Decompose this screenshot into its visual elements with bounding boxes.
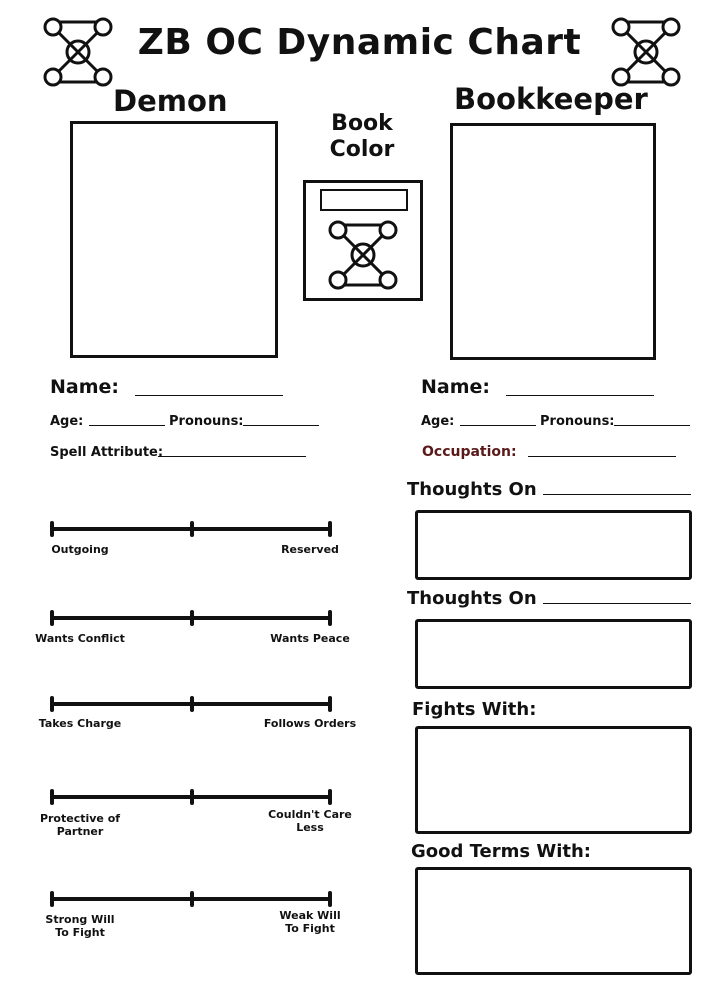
bookkeeper-name-field[interactable]	[506, 395, 654, 396]
bookkeeper-age-field[interactable]	[460, 425, 536, 426]
demon-name-field[interactable]	[135, 395, 283, 396]
slider-tick-middle[interactable]	[190, 696, 194, 712]
thoughts-on-heading-2: Thoughts On	[407, 588, 537, 609]
slider-tick-right[interactable]	[328, 521, 332, 537]
fights-with-heading: Fights With:	[412, 699, 537, 720]
thoughts-on-heading-1: Thoughts On	[407, 479, 537, 500]
bookkeeper-occupation-label: Occupation:	[422, 444, 517, 460]
thoughts-on-target-field-2[interactable]	[543, 603, 691, 604]
slider-left-label: Strong Will To Fight	[45, 913, 115, 939]
slider-tick-left[interactable]	[50, 891, 54, 907]
book-title-plate	[320, 189, 408, 211]
bookkeeper-portrait-box[interactable]	[450, 123, 656, 360]
demon-portrait-box[interactable]	[70, 121, 278, 358]
good-terms-with-box[interactable]	[415, 867, 692, 975]
slider-left-label: Takes Charge	[38, 717, 122, 730]
bookkeeper-pronouns-label: Pronouns:	[540, 414, 615, 429]
slider-tick-right[interactable]	[328, 610, 332, 626]
emblem-icon-right	[616, 22, 678, 84]
slider-tick-right[interactable]	[328, 789, 332, 805]
slider-tick-middle[interactable]	[190, 789, 194, 805]
slider-left-label: Protective of Partner	[39, 812, 121, 838]
demon-heading: Demon	[113, 84, 228, 118]
slider-left-label: Outgoing	[51, 543, 109, 556]
fights-with-box[interactable]	[415, 726, 692, 834]
slider-tick-middle[interactable]	[190, 891, 194, 907]
slider-tick-middle[interactable]	[190, 610, 194, 626]
slider-right-label: Follows Orders	[263, 717, 357, 730]
thoughts-on-box-1[interactable]	[415, 510, 692, 580]
book-color-swatch[interactable]	[303, 180, 423, 301]
page-title: ZB OC Dynamic Chart	[137, 22, 582, 63]
demon-name-label: Name:	[50, 376, 120, 398]
slider-tick-left[interactable]	[50, 789, 54, 805]
slider-tick-middle[interactable]	[190, 521, 194, 537]
slider-left-label: Wants Conflict	[35, 632, 125, 645]
slider-tick-left[interactable]	[50, 521, 54, 537]
slider-tick-right[interactable]	[328, 696, 332, 712]
bookkeeper-age-label: Age:	[421, 414, 455, 429]
slider-tick-left[interactable]	[50, 610, 54, 626]
slider-right-label: Reserved	[281, 543, 339, 556]
book-emblem-icon	[333, 225, 395, 287]
demon-spell-attribute-field[interactable]	[158, 456, 306, 457]
thoughts-on-target-field-1[interactable]	[543, 494, 691, 495]
bookkeeper-pronouns-field[interactable]	[614, 425, 690, 426]
book-color-heading: Book Color	[329, 111, 395, 162]
slider-tick-left[interactable]	[50, 696, 54, 712]
thoughts-on-box-2[interactable]	[415, 619, 692, 689]
slider-right-label: Wants Peace	[270, 632, 350, 645]
good-terms-with-heading: Good Terms With:	[411, 841, 592, 862]
demon-spell-attribute-label: Spell Attribute:	[50, 445, 164, 460]
demon-pronouns-label: Pronouns:	[169, 414, 244, 429]
bookkeeper-heading: Bookkeeper	[454, 82, 648, 116]
bookkeeper-occupation-field[interactable]	[528, 456, 676, 457]
demon-age-label: Age:	[50, 414, 84, 429]
slider-tick-right[interactable]	[328, 891, 332, 907]
slider-right-label: Couldn't Care Less	[268, 808, 352, 834]
bookkeeper-name-label: Name:	[421, 376, 491, 398]
demon-age-field[interactable]	[89, 425, 165, 426]
demon-pronouns-field[interactable]	[243, 425, 319, 426]
slider-right-label: Weak Will To Fight	[279, 909, 341, 935]
